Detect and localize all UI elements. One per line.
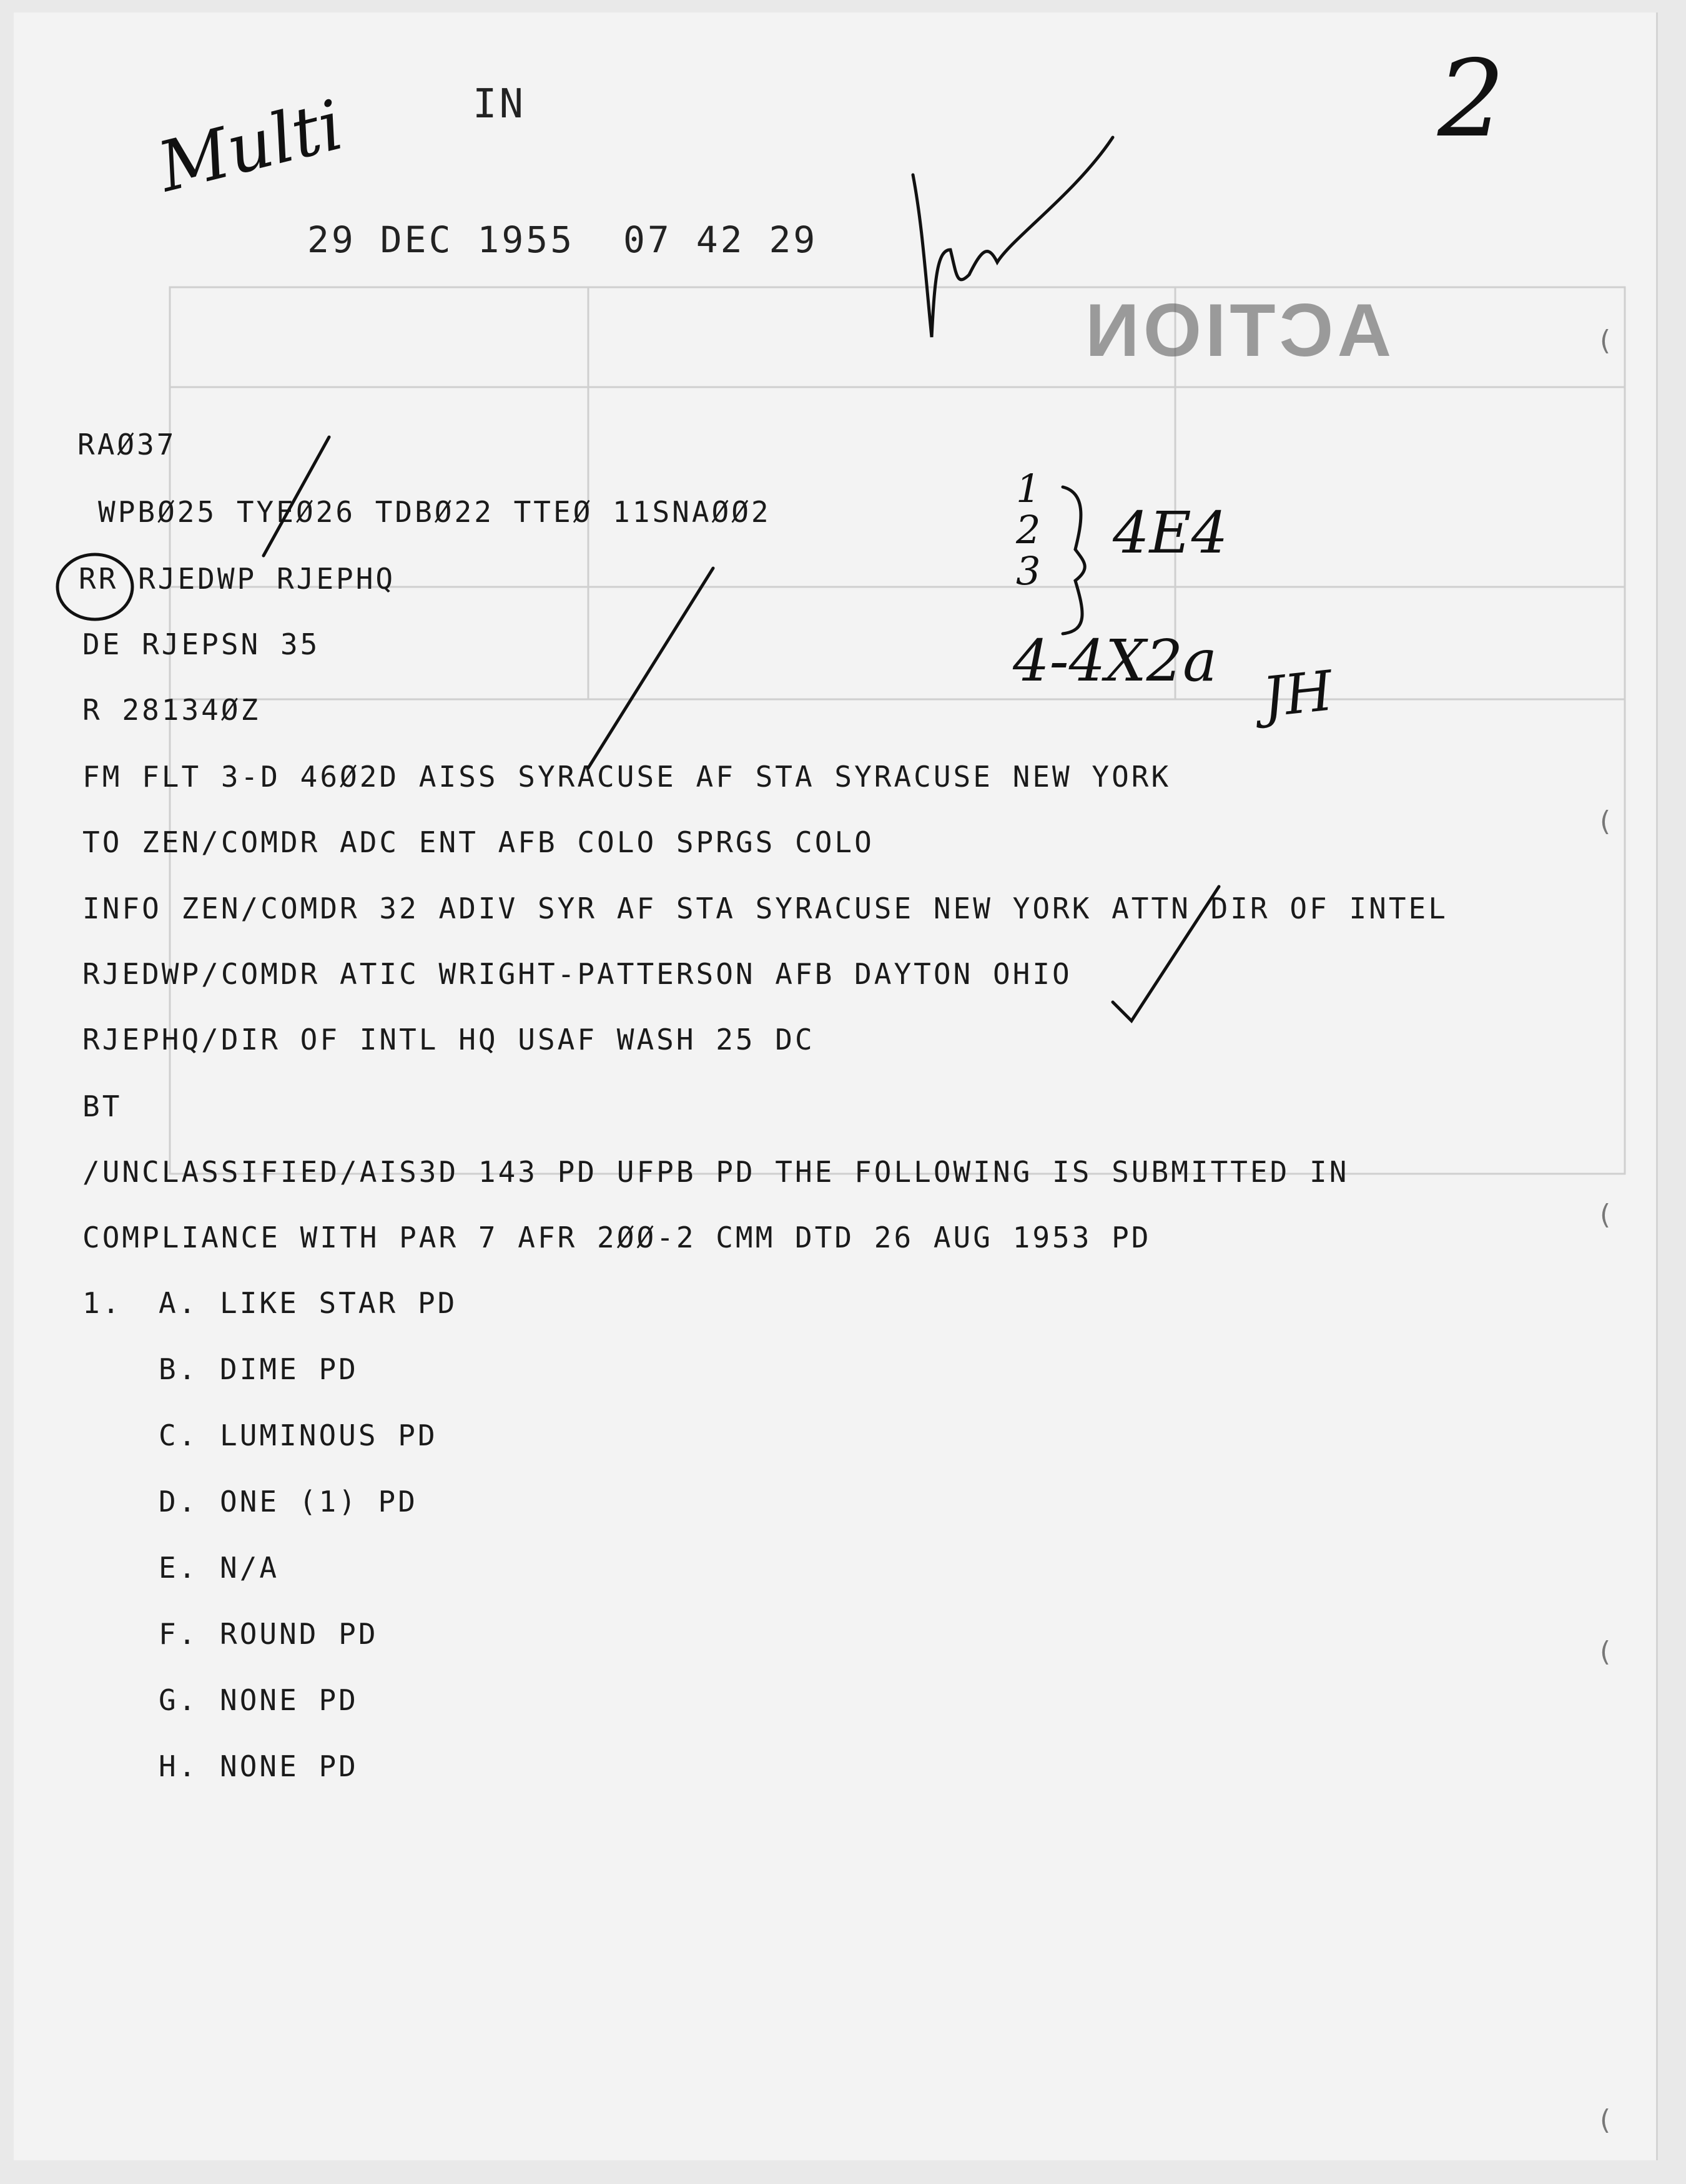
item-letter: A. bbox=[159, 1286, 199, 1320]
margin-mark: ( bbox=[1600, 1199, 1611, 1231]
item-letter: E. bbox=[159, 1551, 199, 1585]
item-letter: D. bbox=[159, 1485, 199, 1518]
margin-mark: ( bbox=[1600, 2104, 1611, 2136]
body-line-2: COMPLIANCE WITH PAR 7 AFR 2ØØ-2 CMM DTD 26 AUG 1953 PD bbox=[82, 1221, 1151, 1254]
item-text: NONE PD bbox=[220, 1749, 358, 1783]
precedence-line: RR RJEDWP RJEPHQ bbox=[79, 562, 396, 596]
document-page bbox=[14, 12, 1658, 2160]
item-letter: B. bbox=[159, 1352, 199, 1386]
from-line: FM FLT 3-D 46Ø2D AISS SYRACUSE AF STA SYRACUSE NEW YORK bbox=[82, 760, 1171, 794]
info-line-3: RJEPHQ/DIR OF INTL HQ USAF WASH 25 DC bbox=[82, 1023, 815, 1056]
to-line: TO ZEN/COMDR ADC ENT AFB COLO SPRGS COLO bbox=[82, 825, 874, 859]
break-line: BT bbox=[82, 1090, 122, 1123]
margin-mark: ( bbox=[1600, 805, 1611, 837]
relay-line: WPBØ25 TYEØ26 TDBØ22 TTEØ 11SNAØØ2 bbox=[98, 495, 771, 529]
handwritten-page-number: 2 bbox=[1437, 37, 1506, 161]
received-date-stamp: 29 DEC 1955 07 42 29 bbox=[307, 219, 818, 261]
handwritten-multi: Multi bbox=[150, 84, 351, 208]
item-text: LUMINOUS PD bbox=[220, 1419, 438, 1452]
pen-marks bbox=[14, 12, 1656, 2160]
item-letter: G. bbox=[159, 1683, 199, 1717]
item-text: LIKE STAR PD bbox=[220, 1286, 458, 1320]
item-text: ROUND PD bbox=[220, 1617, 378, 1651]
item-text: DIME PD bbox=[220, 1352, 358, 1386]
item-letter: F. bbox=[159, 1617, 199, 1651]
margin-mark: ( bbox=[1600, 1636, 1611, 1668]
handwritten-initials: JH bbox=[1259, 658, 1336, 730]
originator-line: DE RJEPSN 35 bbox=[82, 627, 320, 661]
message-number: RAØ37 bbox=[77, 428, 177, 461]
item-number: 1. bbox=[82, 1286, 122, 1320]
info-line-2: RJEDWP/COMDR ATIC WRIGHT-PATTERSON AFB DAYTON OHIO bbox=[82, 957, 1072, 991]
info-line: INFO ZEN/COMDR 32 ADIV SYR AF STA SYRACUSE NEW YORK ATTN DIR OF INTEL bbox=[82, 892, 1448, 925]
handwritten-route-4: 4-4X2a bbox=[1013, 627, 1218, 694]
check-mark bbox=[1113, 887, 1219, 1021]
margin-mark: ( bbox=[1600, 325, 1611, 357]
slash-mark bbox=[588, 568, 713, 768]
item-text: N/A bbox=[220, 1551, 280, 1585]
initials-scribble bbox=[913, 137, 1113, 337]
item-text: ONE (1) PD bbox=[220, 1485, 418, 1518]
body-line-1: /UNCLASSIFIED/AIS3D 143 PD UFPB PD THE FOLLOWING IS SUBMITTED IN bbox=[82, 1155, 1349, 1189]
in-stamp: IN bbox=[473, 81, 526, 127]
date-time-group: R 28134ØZ bbox=[82, 693, 261, 727]
handwritten-route-code: 4E4 bbox=[1113, 499, 1228, 566]
circle-mark bbox=[57, 554, 132, 619]
slash-mark bbox=[264, 437, 329, 556]
item-text: NONE PD bbox=[220, 1683, 358, 1717]
brace-mark bbox=[1063, 487, 1085, 634]
item-letter: C. bbox=[159, 1419, 199, 1452]
handwritten-route-group: 1 2 3 bbox=[1016, 466, 1041, 594]
action-stamp: ACTION bbox=[1082, 288, 1391, 372]
item-letter: H. bbox=[159, 1749, 199, 1783]
